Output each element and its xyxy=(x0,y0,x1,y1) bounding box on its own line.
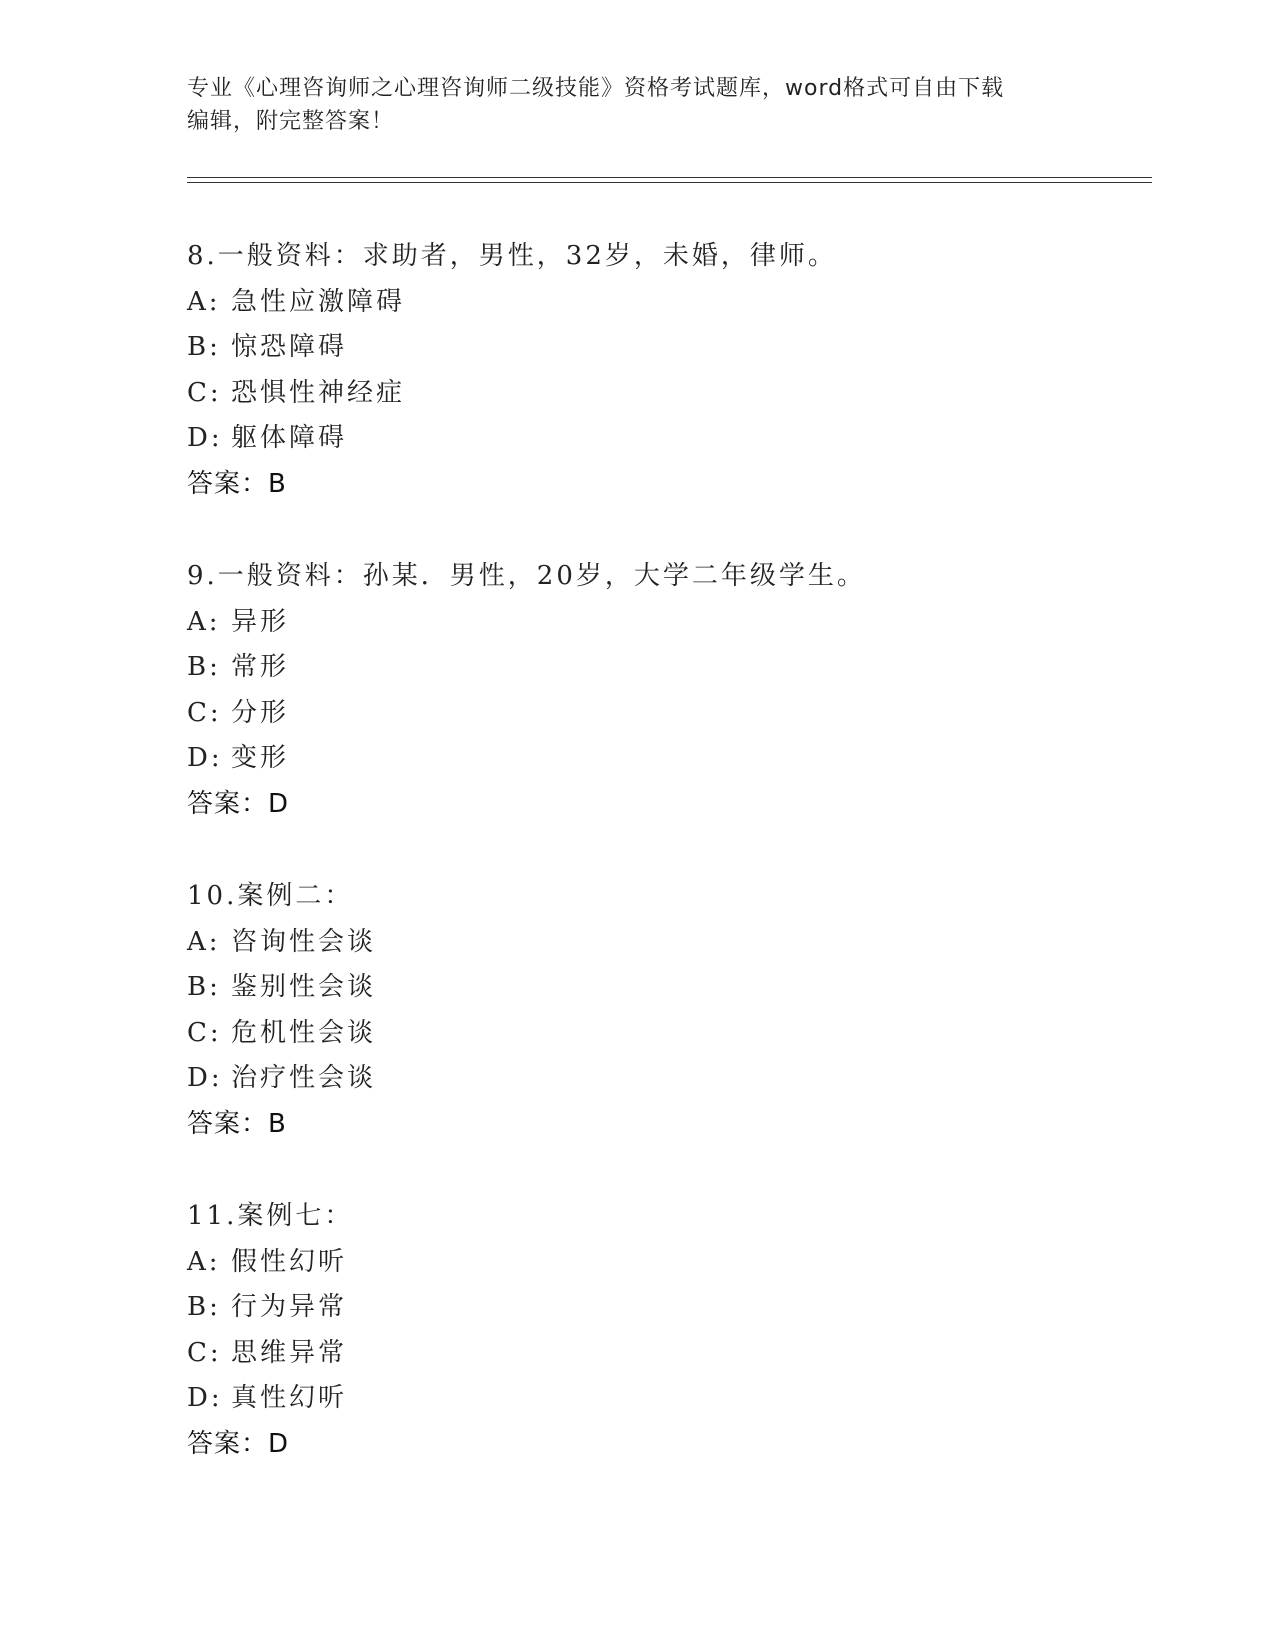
option-letter: B: xyxy=(187,332,221,362)
option-letter: A: xyxy=(187,286,221,317)
header-line-1: 专业《心理咨询师之心理咨询师二级技能》资格考试题库，word格式可自由下载 xyxy=(187,76,1005,101)
question-stem: 8.一般资料：求助者，男性，32岁，未婚，律师。 xyxy=(187,241,837,271)
option-a xyxy=(187,1240,1147,1286)
option-letter: D: xyxy=(187,1383,223,1413)
option-letter: B: xyxy=(187,1292,221,1322)
option-letter: A: xyxy=(187,606,221,637)
answer: 答案：D xyxy=(187,788,290,819)
option-text: 思维异常 xyxy=(231,1337,348,1368)
option-letter: C: xyxy=(187,1017,222,1048)
option-text: 咨询性会谈 xyxy=(231,926,377,957)
option-letter: C: xyxy=(187,377,222,408)
option-letter: D: xyxy=(187,1063,223,1093)
option-d xyxy=(187,416,1147,462)
question-stem: 9.一般资料：孙某．男性，20岁，大学二年级学生。 xyxy=(187,561,866,591)
option-letter: C: xyxy=(187,697,222,728)
option-c xyxy=(187,1011,1147,1057)
option-d xyxy=(187,1056,1147,1102)
option-text: 急性应激障碍 xyxy=(231,286,406,317)
option-c xyxy=(187,691,1147,737)
question-stem: 10.案例二： xyxy=(187,881,354,911)
option-a xyxy=(187,280,1147,326)
document-header xyxy=(187,72,1067,138)
option-text: 分形 xyxy=(231,697,290,728)
option-d xyxy=(187,1376,1147,1422)
answer: 答案：D xyxy=(187,1428,290,1459)
option-text: 行为异常 xyxy=(231,1292,348,1322)
option-b xyxy=(187,965,1147,1011)
option-text: 假性幻听 xyxy=(231,1246,348,1277)
question-8 xyxy=(187,234,1147,554)
header-divider-top xyxy=(187,177,1152,178)
option-a xyxy=(187,920,1147,966)
option-b xyxy=(187,1285,1147,1331)
header-divider-bottom xyxy=(187,182,1152,183)
option-letter: A: xyxy=(187,926,221,957)
option-letter: B: xyxy=(187,652,221,682)
answer: 答案：B xyxy=(187,468,287,499)
option-text: 躯体障碍 xyxy=(231,423,348,453)
option-text: 治疗性会谈 xyxy=(231,1063,377,1093)
option-letter: D: xyxy=(187,743,223,773)
header-line-2: 编辑，附完整答案！ xyxy=(187,109,395,134)
question-stem: 11.案例七： xyxy=(187,1201,354,1231)
option-b xyxy=(187,325,1147,371)
option-c xyxy=(187,1331,1147,1377)
option-text: 鉴别性会谈 xyxy=(231,972,377,1002)
option-text: 危机性会谈 xyxy=(231,1017,377,1048)
question-10 xyxy=(187,874,1147,1194)
option-a xyxy=(187,600,1147,646)
question-9 xyxy=(187,554,1147,874)
option-text: 异形 xyxy=(231,606,290,637)
option-text: 恐惧性神经症 xyxy=(231,377,406,408)
option-b xyxy=(187,645,1147,691)
option-text: 真性幻听 xyxy=(231,1383,348,1413)
option-d xyxy=(187,736,1147,782)
option-letter: C: xyxy=(187,1337,222,1368)
option-text: 惊恐障碍 xyxy=(231,332,348,362)
option-text: 变形 xyxy=(231,743,290,773)
option-text: 常形 xyxy=(231,652,290,682)
option-letter: D: xyxy=(187,423,223,453)
option-letter: A: xyxy=(187,1246,221,1277)
option-letter: B: xyxy=(187,972,221,1002)
option-c xyxy=(187,371,1147,417)
answer: 答案：B xyxy=(187,1108,287,1139)
question-11 xyxy=(187,1194,1147,1514)
question-list xyxy=(187,234,1147,1514)
